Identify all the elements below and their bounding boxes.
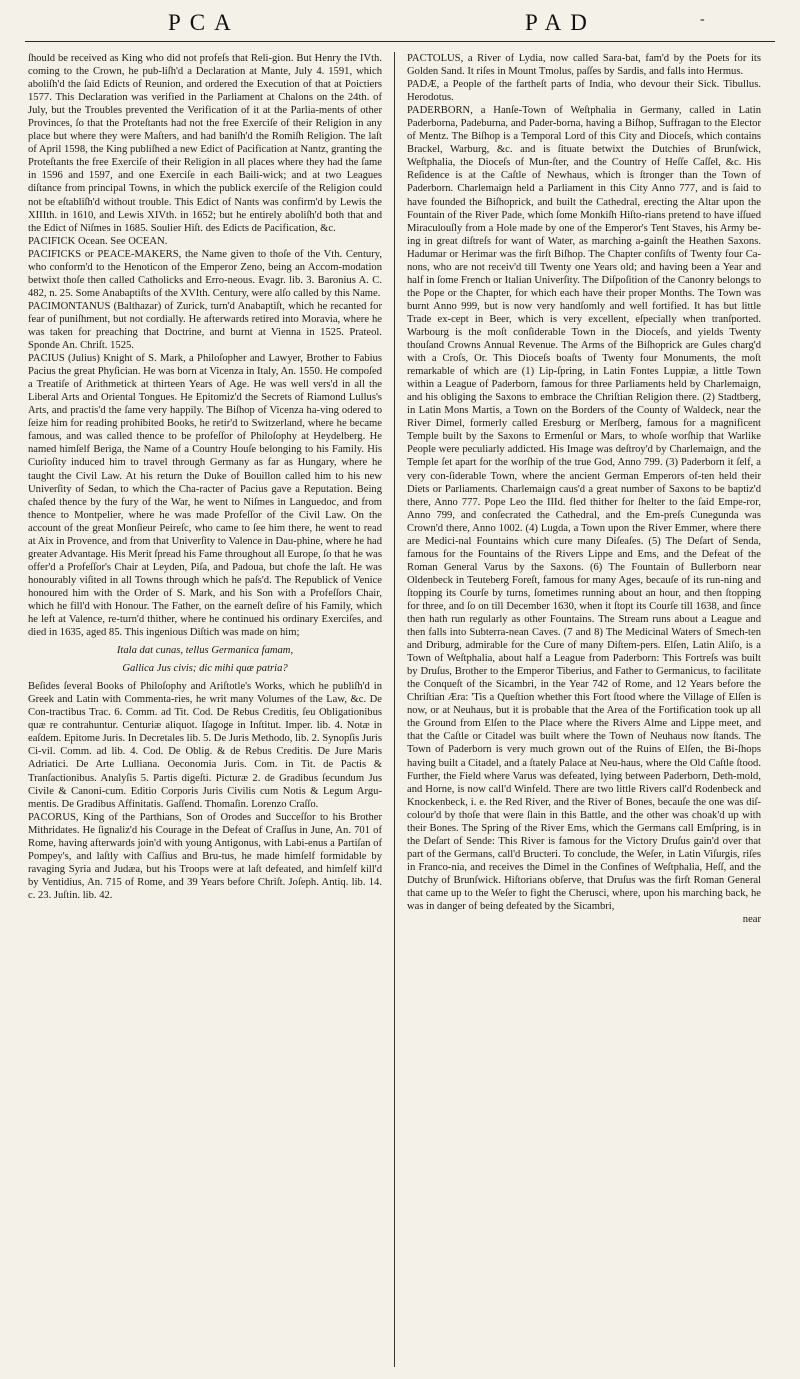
- entry-pacimontanus: PACIMONTANUS (Balthazar) of Zurick, turn'd Anabaptiſt, which he recanted for fear of puniſhment, but not cordially. He afterwards retired into Moravia, where he was taken for preaching that Doctrine, and burnt at Vienna in 1525. Prateol. Sponde An. Chriſt. 1525.: [28, 300, 382, 352]
- entry-paderborn: PADERBORN, a Hanſe-Town of Weſtphalia in Germany, called in Latin Paderborna, Padeburna, and Pader-borna, having a Biſhop, Suffragan to the Elector of Mentz. The Biſhop is a Temporal Lord of this City and Dioceſs, which contains Brackel, Warburg, &c. and is ſituate betwixt the Dutchies of Brunſwick, Weſtphalia, the Dioceſs of Mun-ſter, and the Country of Heſſe Caſſel, &c. His Reſidence is at the Caſtle of Newhaus, which is ſtronger than the Town of Paderborn. Charlemaign held a Parliament in this City Anno 777, and is ſaid to have founded the Biſhoprick, and built the Cathedral, erecting the Altar upon the Fountain of the River Pade, which ſome Monkiſh Hiſto-rians pretend to have iſſued Miraculouſly from a Hole made by one of the Emperor's Tent Staves, his Army be-ing in great diſtreſs for want of Water, as marching a-gainſt the Heathen Saxons. Hadumar or Herimar was the firſt Biſhop. The Chapter conſiſts of Twenty four Ca-nons, who are not receiv'd till Twenty one Years old; and having been a Year and half in ſome French or Italian Univerſity. The Diſpoſition of the Canonry belongs to the Pope or the Chapter, for which each have their proper Months. The Town was burnt Anno 999, but is now very handſomly and well fortified. It has but little Trade ex-cept in Beer, which is very excellent, eſpecially when tranſported. Warbourg is the moſt conſiderable Town in the Dioceſs, and yields Twenty thouſand Crowns Annual Revenue. The Arms of the Biſhoprick are Gules charg'd with a Croſs, Or. This Dioceſs boaſts of Twenty four Monuments, the moſt remarkable of which are (1) Lip-ſpring, in Latin Fontes Luppiæ, a little Town within a League of Paderborn, famous for three Parliaments held by Charlemaign, and his obliging the Saxons to embrace the Chriſtian Religion there. (2) Stadtberg, in Latin Mons Martis, a Town on the Borders of the County of Waldeck, near the River Dimel, formerly called Eresburg or Merſberg, famous for a magnificent Temple built by the Saxons to Ermenſul or Mars, to whoſe worſhip that Warlike People were peculiarly addicted. His Image was deſtroy'd by Charlemaign, and the Temple ſet apart for the worſhip of the true God, Anno 799. (3) Paderborn it ſelf, a very con-ſiderable Town, where the ancient German Emperors of-ten held their Diets or Parliaments. Charlemaign caus'd a great number of Saxons to be baptiz'd there, Anno 777. Pope Leo the IIId. fled thither for ſhelter to the ſaid Empe-ror, Anno 799, and conſecrated the Cathedral, and the Em-preſs Cunegunda was Crown'd there, Anno 1002. (4) Lugda, a Town upon the River Emmer, where there are Medici-nal Fountains which cure many Diſeaſes. (5) The Deſart of Senda, famous for the Fountains of the Rivers Lippe and Ems, and the Defeat of the Roman General Varus by the Saxons. (6) The Fountain of Bullerborn near Oldenbeck in Teuteberg Foreſt, famous for many Ages, becauſe of its run-ning and ſtopping its Courſe by turns, ſometimes running about an hour, and then ſtopping for three, and ſo on till December 1630, when it ſtopt its Courſe till 1638, and ſince then hath run regularly as other Fountains. The Stream runs about a League and then falls into Subterra-nean Caves. (7 and 8) The Medicinal Waters of Smech-ten and Driburg, admirable for the Cure of many Diſtem-pers. Elſen, Latin Aliſo, is a Town of Weſtphalia, about half a League from Paderborn: This Fortreſs was built by Druſus, Brother to the Emperor Tiberius, and Father to Germanicus, to facilitate the Conqueſt of the Sicambri, in the Year 742 of Rome, and 12 Years before the Chriſtian Æra: 'Tis a Queſtion whether this Fort ſtood where the Village of Elſen is now, or at Neuhaus, but it is probable that the Area of the Fortification took up all the Ground from Elſen to the Place where the Rivers Alme and Lippe meet, and that the Caſtle or Citadel was built where the Town of Neuhaus now ſtands. The Town of Paderborn is very much grown out of the Ruins of Elſen, the Bi-ſhops having built a Citadel, and a ſtately Palace at Neu-haus, where the Old Caſtle ſtood. Further, the Field where Varus was defeated, lying between Paderborn, Deth-mold, and Horne, is now call'd Winfeld. There are two little Rivers call'd Rodenbeck and Knockenbeck, i. e. the Red River, and the River of Bones, becauſe the one was diſ-colour'd by thoſe that were ſlain in this Battle, and the other was choak'd up with their Bones. The Spring of the River Ems, which the Germans call Emſpring, is in the Deſart of Sende: This River is famous for the Victory Druſus gain'd over that part of the Germans, call'd Bructeri. To conclude, the Weſer, in Latin Viſurgis, riſes in Franco-nia, and receives the Dimel in the Confines of Weſtphalia, Heſſ, and the Dutchy of Brunſwick. Hiſtorians obſerve, that Druſus was the firſt Roman General that came up to the Weſer to fight the Cherusci, where, upon his marching back, he was in danger of being defeated by the Sicambri,: [407, 105, 761, 913]
- distich-line-2: Gallica Jus civis; dic mihi quæ patria?: [122, 663, 288, 675]
- catchword: near: [742, 914, 761, 926]
- entry-pactolus: PACTOLUS, a River of Lydia, now called Sara-bat, fam'd by the Poets for its Golden Sand. It riſes in Mount Tmolus, paſſes by Sardis, and falls into Hermus.: [407, 53, 761, 78]
- entry-pacificks: PACIFICKS or PEACE-MAKERS, the Name given to thoſe of the Vth. Century, who conform'd to the Henoticon of the Emperor Zeno, being an Accom-modation betwixt thoſe then called Catholicks and Erro-neous. Evagr. lib. 3. Baronius A. C. 482, n. 25. Some Anabaptiſts of the XVIth. Century, were alſo called by this Name.: [28, 248, 382, 299]
- entry-pacius-works: Beſides ſeveral Books of Philoſophy and Ariſtotle's Works, which he publiſh'd in Greek and Latin with Commenta-ries, he writ many Volumes of the Law, &c. De Con-tractibus Trac. 6. Comm. ad Tit. Cod. De Rebus Creditis, ſeu Obligationibus quæ re contrahuntur. Centuriæ aliquot. Iſagoge in Inſtitut. Imper. lib. 4. Notæ in eaſdem. Epitome Juris. In Decretales lib. 5. De Juris Methodo, lib. 2. Synopſis Juris Ci-vil. Comm. ad lib. 4. Cod. De Oblig. & de Rebus Creditis. De Jure Maris Adriatici. De Arte Lulliana. Oeconomia Juris. Com. in Tit. de Pactis & Tranſactionibus. Analyſis 5. Partis digeſti. Picturæ 2. de Gradibus ſecundum Jus Civile & Canoni-cum. Editio Corporis Juris Civilis cum Notis & Legum Argu-mentis. De Gradibus Affinitatis. Gaſſend. Thomaſin. Lorenzo Craſſo.: [28, 681, 382, 810]
- running-head-right: PAD: [525, 10, 596, 35]
- entry-edicts-continued: ſhould be received as King who did not profeſs that Reli-gion. But Henry the IVth. coming to the Crown, he pub-liſh'd a Declaration at Mante, July 4. 1591, which aboliſh'd the ſaid Edicts of Reunion, and ordered the Execution of that at Poictiers 1577. This Declaration was verified in the Parliament at Chalons on the 24th. of July, but the Troubles prevented the Verification of it at the Parlia-ments of other Provinces, ſo that the Proteſtants had not the free Exerciſe of their Religion in any place but where they were Maſters, and had baniſh'd the Romiſh Religion. The laſt of April 1598, the King publiſhed a new Edict of Pacification at Nantz, granting the Proteſtants the free Exerciſe of their Religion in all places where they had the ſame in 1596 and 1597, and one Exerciſe in each Baili-wick; and at two Leagues diſtance from principal Towns, in which the publick exerciſe of the Religion could not be eſtabliſh'd without trouble. This Edict of Nants was confirm'd by Lewis the XIIIth. in 1610, and Lewis XIVth. in 1652; but he entirely aboliſh'd both that and the Edict of Niſmes in 1685. Soulier Hiſt. des Edicts de Pacification, &c.: [28, 53, 382, 234]
- header-rule: [25, 41, 775, 42]
- running-head-left: PCA: [168, 10, 240, 35]
- running-head-mark: -: [700, 12, 705, 27]
- entry-pacius: PACIUS (Julius) Knight of S. Mark, a Philoſopher and Lawyer, Brother to Fabius Pacius the great Phyſician. He was born at Vicenza in Italy, An. 1550. He compoſed a Treatiſe of Arithmetick at thirteen Years of Age. He was well vers'd in all the Liberal Arts and Oriental Tongues. He Epitomiz'd the Secrets of Riamond Lullus's Arts, and practis'd the ſame very happily. The Biſhop of Vicenza ha-ving odered to ſeize him for reading prohibited Books, he retir'd to Switzerland, where he became famous, and was called thence to be profeſſor of Philoſophy at Heydelberg. He named himſelf Beriga, the Name of a Country Houſe belonging to his Family. His Curioſity induced him to travel through Germany as far as Hungary, where he taught the Civil Law. At his return the Duke of Bouillon called him to his new Univerſity of Sedan, to which the Cha-racter of Pacius gave a Reputation. Being chaſed thence by the fury of the War, he went to Niſmes in Languedoc, and from thence to Montpelier, where he was made Profeſſor of the Civil Law. On the account of the great Monſieur Peireſc, who came to ſee him there, he went to read at Aix in Provence, and from that Univerſity to Valence in Dau-phine, where he had greater Advantage. His Merit ſpread his Fame throughout all Europe, ſo that he was offer'd a Profeſſor's Chair at Leyden, Piſa, and Padoua, but chofe the laſt. He was honourably viſited in all Towns through which he paſs'd. The Republick of Venice honoured him with the Order of S. Mark, and his Son with a Profeſſors Chair, which he fill'd with Honour. The Father, on the earneſt deſire of his Family, which he left at Valence, re-turn'd thither, where he continued his ordinary Exerciſes, and died in 1635, aged 85. This ingenious Diſtich was made on him;: [28, 353, 382, 639]
- entry-padae: PADÆ, a People of the fartheſt parts of India, who devour their Sick. Tibullus. Herodotus.: [407, 79, 761, 104]
- entry-pacifick-ocean: PACIFICK Ocean. See OCEAN.: [28, 235, 168, 247]
- distich-line-1: Itala dat cunas, tellus Germanica famam,: [116, 645, 294, 657]
- left-column: [28, 52, 382, 1370]
- column-divider: [394, 52, 395, 1367]
- right-column: [407, 52, 761, 1370]
- entry-pacorus: PACORUS, King of the Parthians, Son of Orodes and Succeſſor to his Brother Mithridates. He ſignaliz'd his Courage in the Defeat of Craſſus in June, An. 701 of Rome, having afterwards join'd with young Antigonus, with Labi-enus a Partiſan of Pompey's, and laſtly with Caſſius and Bru-tus, he made himſelf formidable by ravaging Syria and Judæa, but his Troops were at laſt defeated, and himſelf kill'd by Ventidius, An. 715 of Rome, and 39 Years before Chriſt. Joſeph. Antiq. lib. 14. c. 23. Juſtin. lib. 42.: [28, 811, 382, 901]
